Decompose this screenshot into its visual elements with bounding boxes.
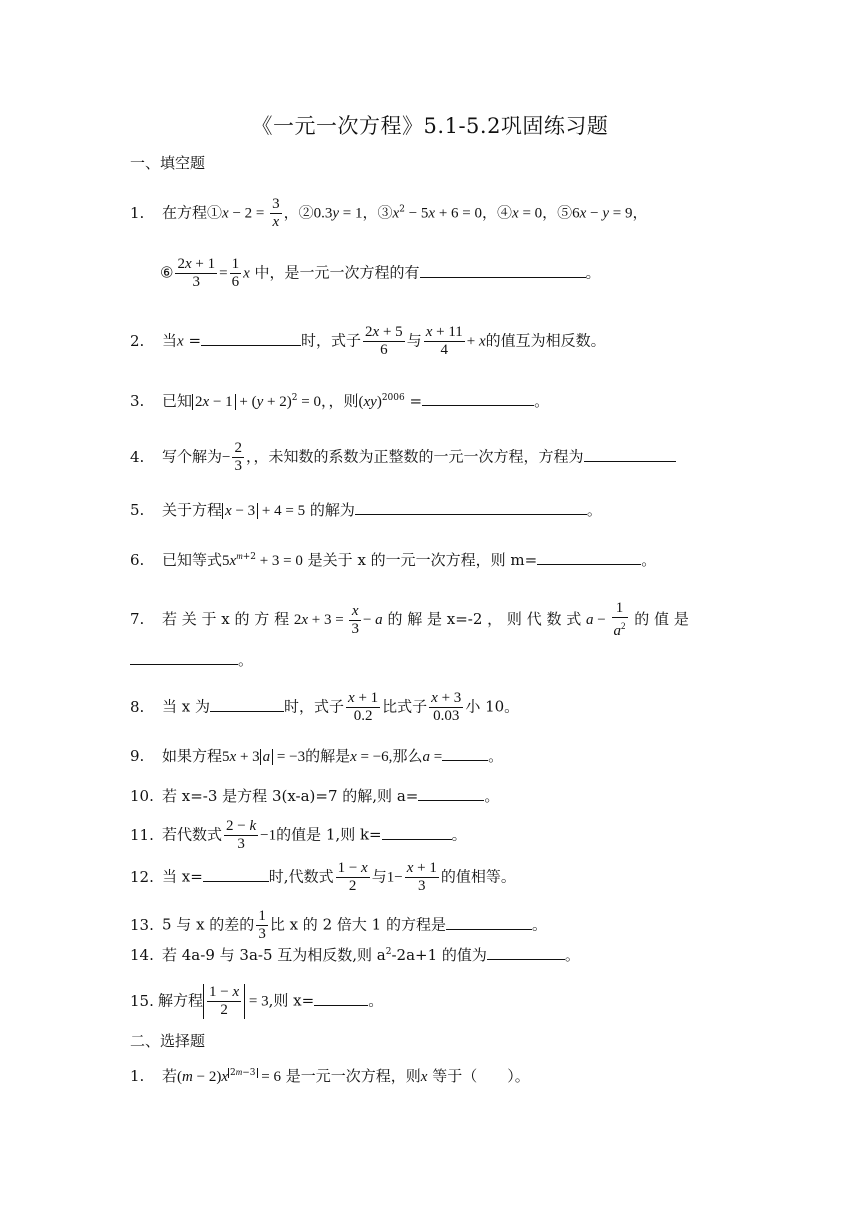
answer-blank[interactable] bbox=[130, 650, 238, 665]
question-1: 1. 在方程①x − 2 = $\frac{3}{x}$ ，②0.3y = 1，$③x^2 - 5x + 6 = 0$，④x = 0，⑤6x − y = 9， bbox=[130, 196, 648, 230]
answer-blank[interactable] bbox=[314, 991, 368, 1006]
choice-question-1: 1. 若(m − 2)x $^{2m-3}$ = 6 是一元一次方程，则x 等于（ ）。 bbox=[130, 1067, 530, 1085]
question-8: 8. 当 x 为 时，式子 $\frac{x + 1}{0.2}$ 比式子 $\frac{x + 3}{0.03}$ 小 10。 bbox=[130, 690, 520, 724]
question-3: 3. 已知 $2x - 1 + (y + 2)^2 = 0$，，则(xy)$^{2006}$ = 。 bbox=[130, 392, 550, 410]
question-9: 9. 如果方程5x + 3 a = −3的解是x = −6,那么a = 。 bbox=[130, 747, 504, 765]
answer-blank[interactable] bbox=[355, 500, 587, 515]
answer-blank[interactable] bbox=[584, 447, 676, 462]
question-7-cont: 。 bbox=[130, 650, 730, 670]
question-13: 13. 5 与 x 的差的 $\frac{1}{3}$ 比 x 的 2 倍大 1 的方程是 。 bbox=[130, 908, 547, 942]
question-14: 14. 若 4a-9 与 3a-5 互为相反数,则 $a^2-2a+1$ 的值为 。 bbox=[130, 946, 580, 964]
question-5: 5. 关于方程 x − 3 + 4 = 5 的解为 。 bbox=[130, 501, 602, 519]
answer-blank[interactable] bbox=[203, 867, 269, 882]
question-11: 11. 若代数式 $\frac{2 - k}{3}$ −1的值是 1,则 k= 。 bbox=[130, 818, 467, 852]
answer-blank[interactable] bbox=[201, 331, 301, 346]
question-7: 7. 若 关 于 x 的 方 程 2x + 3 = $\frac{x}{3}$ − a 的 解 是 x=-2 ， 则 代 数 式 a − $\frac{1}{a^2}$ 的 值 是 bbox=[130, 600, 689, 639]
answer-blank[interactable] bbox=[418, 786, 484, 801]
question-4: 4. 写个解为− $\frac{2}{3}$ ，，未知数的系数为正整数的一元一次方程，方程为 bbox=[130, 440, 730, 475]
answer-blank[interactable] bbox=[422, 391, 534, 406]
section-choice: 二、选择题 bbox=[130, 1032, 206, 1050]
question-10: 10. 若 x=-3 是方程 3(x-a)=7 的解,则 a= 。 bbox=[130, 787, 500, 805]
question-15: 15. 解方程 $\frac{1 - x}{2}$ = 3,则 x= 。 bbox=[130, 984, 384, 1018]
question-6: 6. 已知等式$5x^{m+2} + 3 = 0$ 是关于 x 的一元一次方程，则 m= 。 bbox=[130, 551, 657, 569]
question-1-cont: ⑥ $\frac{2x + 1}{3}$ = $\frac{1}{6}$ x 中，是一元一次方程的有 。 bbox=[160, 256, 601, 290]
answer-blank[interactable] bbox=[210, 697, 284, 712]
answer-blank[interactable] bbox=[487, 945, 565, 960]
answer-blank[interactable] bbox=[446, 915, 532, 930]
answer-blank[interactable] bbox=[442, 746, 488, 761]
answer-blank[interactable] bbox=[420, 263, 586, 278]
answer-blank[interactable] bbox=[537, 550, 641, 565]
question-12: 12. 当 x= 时,代数式 $\frac{1 - x}{2}$ 与1− $\frac{x + 1}{3}$ 的值相等。 bbox=[130, 860, 516, 894]
answer-blank[interactable] bbox=[382, 825, 452, 840]
section-fill-in: 一、填空题 bbox=[130, 154, 206, 172]
page-title: 《一元一次方程》5.1-5.2巩固练习题 bbox=[251, 114, 609, 138]
question-2: 2. 当x = 时，式子 $\frac{2x + 5}{6}$ 与 $\frac{x + 11}{4}$ + x的值互为相反数。 bbox=[130, 324, 606, 358]
